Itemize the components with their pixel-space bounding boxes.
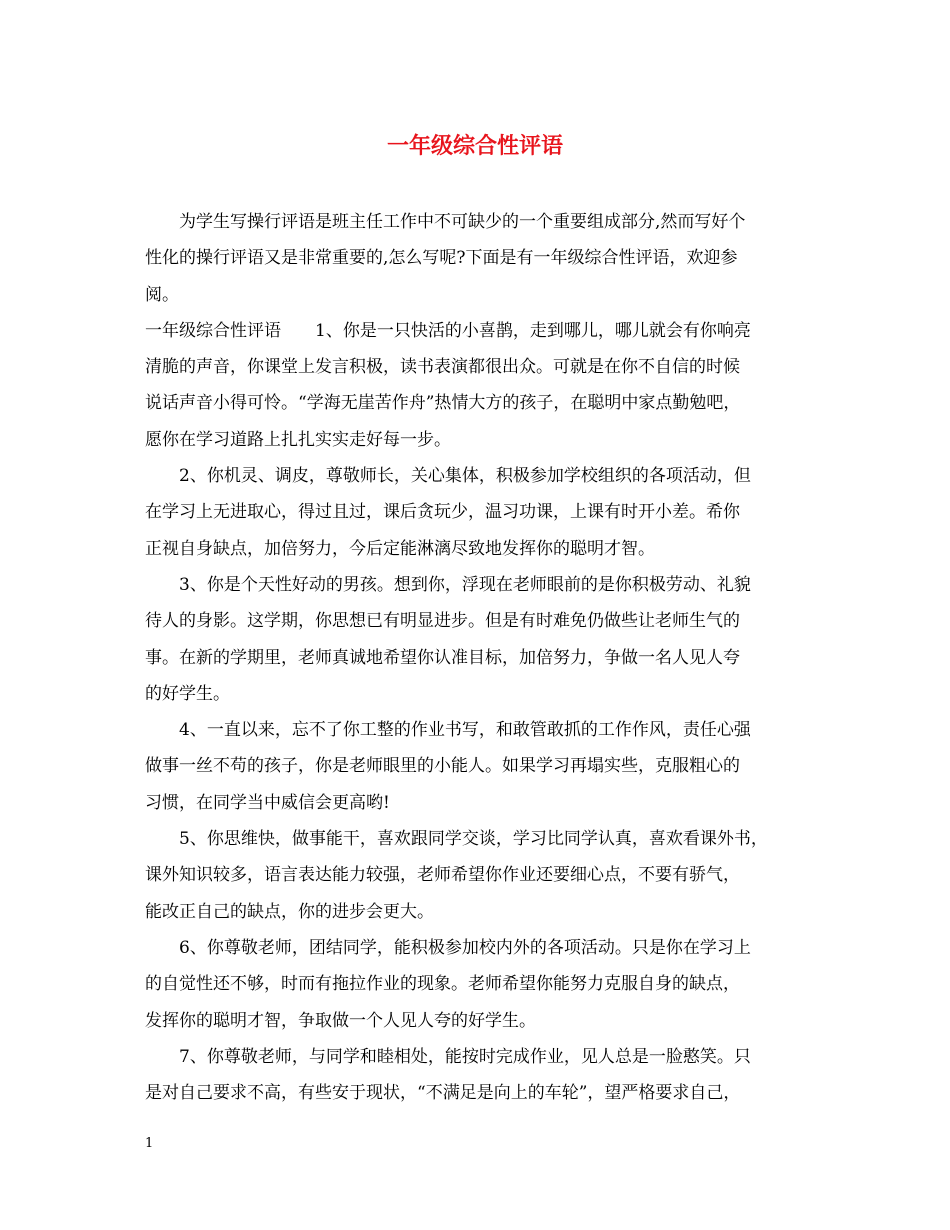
text-line: 5、你思维快，做事能干，喜欢跟同学交谈，学习比同学认真，喜欢看课外书， — [179, 829, 768, 850]
text-line: 发挥你的聪明才智，争取做一个人见人夸的好学生。 — [145, 1010, 536, 1031]
text-line: 阅。 — [145, 284, 179, 305]
text-line: 在学习上无进取心，得过且过，课后贪玩少，温习功课，上课有时开小差。希你 — [145, 502, 740, 523]
document-body — [145, 204, 825, 1111]
text-line: 3、你是个天性好动的男孩。想到你，浮现在老师眼前的是你积极劳动、礼貌 — [179, 574, 751, 595]
text-line: 的自觉性还不够，时而有拖拉作业的现象。老师希望你能努力克服自身的缺点， — [145, 974, 740, 995]
text-line: 6、你尊敬老师，团结同学，能积极参加校内外的各项活动。只是你在学习上 — [179, 937, 751, 958]
text-line: 的好学生。 — [145, 683, 230, 704]
page-title: 一年级综合性评语 — [386, 134, 563, 159]
text-line: 愿你在学习道路上扎扎实实走好每一步。 — [145, 429, 451, 450]
text-line: 性化的操行评语又是非常重要的,怎么写呢?下面是有一年级综合性评语，欢迎参 — [145, 248, 738, 269]
text-line: 待人的身影。这学期，你思想已有明显进步。但是有时难免仍做些让老师生气的 — [145, 611, 740, 632]
text-line: 做事一丝不苟的孩子，你是老师眼里的小能人。如果学习再塌实些，克服粗心的 — [145, 756, 740, 777]
text-line: 一年级综合性评语 1、你是一只快活的小喜鹊，走到哪儿，哪儿就会有你响亮 — [145, 320, 751, 341]
text-line: 7、你尊敬老师，与同学和睦相处，能按时完成作业，见人总是一脸憨笑。只 — [179, 1046, 751, 1067]
text-line: 2、你机灵、调皮，尊敬师长，关心集体，积极参加学校组织的各项活动，但 — [179, 466, 751, 487]
text-line: 是对自己要求不高，有些安于现状，“不满足是向上的车轮”，望严格要求自己， — [145, 1083, 741, 1104]
text-line: 能改正自己的缺点，你的进步会更大。 — [145, 901, 434, 922]
text-line: 习惯，在同学当中威信会更高哟! — [145, 792, 390, 813]
text-line: 清脆的声音，你课堂上发言积极，读书表演都很出众。可就是在你不自信的时候 — [145, 357, 740, 378]
text-line: 说话声音小得可怜。“学海无崖苦作舟”热情大方的孩子，在聪明中家点勤勉吧， — [145, 393, 741, 414]
page-number: 1 — [145, 1136, 154, 1151]
text-line: 课外知识较多，语言表达能力较强，老师希望你作业还要细心点，不要有骄气， — [145, 865, 740, 886]
text-line: 为学生写操行评语是班主任工作中不可缺少的一个重要组成部分,然而写好个 — [179, 212, 746, 232]
text-line: 正视自身缺点，加倍努力，今后定能淋漓尽致地发挥你的聪明才智。 — [145, 538, 655, 559]
text-line: 事。在新的学期里，老师真诚地希望你认准目标，加倍努力，争做一名人见人夸 — [145, 647, 740, 668]
text-line: 4、一直以来，忘不了你工整的作业书写，和敢管敢抓的工作作风，责任心强 — [179, 720, 751, 741]
